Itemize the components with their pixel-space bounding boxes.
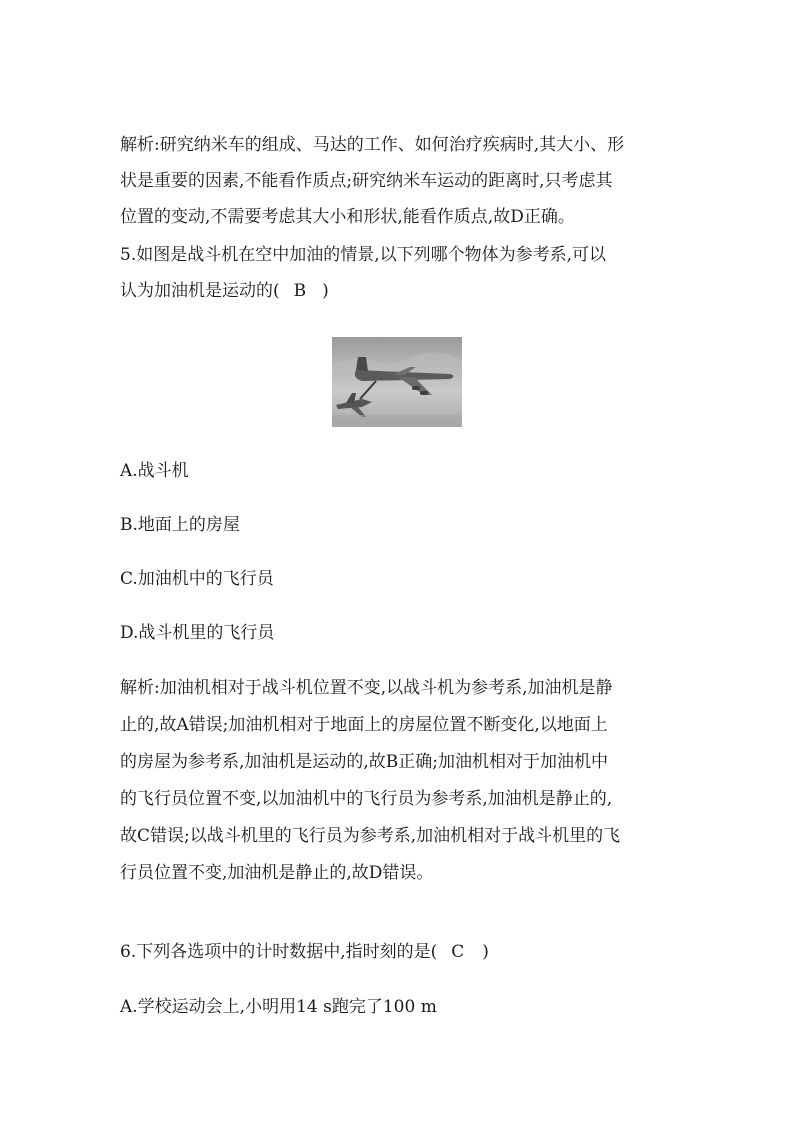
explanation-5-line: 行员位置不变,加油机是静止的,故D错误。 (120, 863, 434, 883)
question-5-stem (120, 237, 680, 309)
explanation-4-line: 解析:研究纳米车的组成、马达的工作、如何治疗疾病时,其大小、形 (120, 135, 625, 155)
explanation-5-line: 的房屋为参考系,加油机是运动的,故B正确;加油机相对于加油机中 (120, 752, 609, 772)
explanation-5-line: 止的,故A错误;加油机相对于地面上的房屋位置不断变化,以地面上 (120, 715, 608, 735)
explanation-5-line: 故C错误;以战斗机里的飞行员为参考系,加油机相对于战斗机里的飞 (120, 826, 621, 846)
question-5-option-b: B.地面上的房屋 (120, 515, 240, 535)
explanation-5-line: 的飞行员位置不变,以加油机中的飞行员为参考系,加油机是静止的, (120, 789, 613, 809)
explanation-5 (120, 670, 680, 892)
explanation-4-line: 状是重要的因素,不能看作质点;研究纳米车运动的距离时,只考虑其 (120, 171, 613, 191)
question-5-stem-prefix: 认为加油机是运动的( (120, 281, 280, 301)
question-6-stem-prefix: 6.下列各选项中的计时数据中,指时刻的是( (120, 942, 438, 962)
explanation-4-line: 位置的变动,不需要考虑其大小和形状,能看作质点,故D正确。 (120, 207, 575, 227)
question-5-option-d: D.战斗机里的飞行员 (120, 623, 275, 643)
question-5-option-c: C.加油机中的飞行员 (120, 569, 274, 589)
question-5-option-a: A.战斗机 (120, 461, 189, 481)
aerial-refueling-photo-icon (332, 337, 462, 427)
explanation-4 (120, 127, 680, 235)
question-6-answer: C (451, 942, 465, 962)
question-6-stem-suffix: ) (482, 942, 489, 962)
question-5-stem-line-2 (120, 273, 680, 309)
question-6-stem (120, 940, 489, 964)
question-5-answer: B (293, 281, 307, 301)
question-5-stem-suffix: ) (322, 281, 329, 301)
question-5-stem-line-1: 5.如图是战斗机在空中加油的情景,以下列哪个物体为参考系,可以 (120, 245, 607, 265)
explanation-5-line: 解析:加油机相对于战斗机位置不变,以战斗机为参考系,加油机是静 (120, 678, 613, 698)
question-6-option-a: A.学校运动会上,小明用14 s跑完了100 m (120, 997, 437, 1017)
